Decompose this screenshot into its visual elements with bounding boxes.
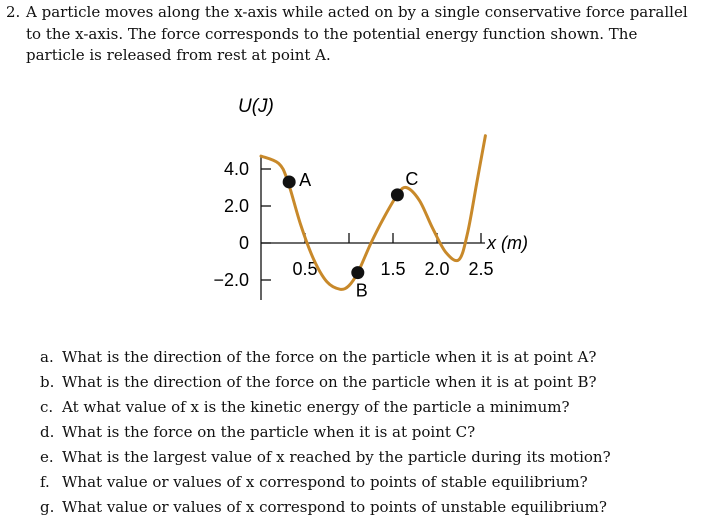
- y-tick-label: 4.0: [223, 159, 249, 179]
- point-a-dot: [283, 175, 296, 188]
- problem-text: A particle moves along the x-axis while acted on by a single conservative force parallel to the x-axis. The force corresponds to the potential energy function shown. The particle is released from rest at point A.: [26, 3, 688, 64]
- question-item: e. What is the largest value of x reached by the particle during its motion?: [40, 448, 611, 466]
- x-tick-label: 1.5: [380, 259, 406, 279]
- question-item: a. What is the direction of the force on the particle when it is at point A?: [40, 348, 597, 366]
- point-a-label: A: [299, 169, 312, 190]
- x-tick-label: 2.0: [424, 259, 450, 279]
- y-ticks: [213, 159, 271, 290]
- y-axis-label: U(J): [238, 96, 274, 117]
- y-tick-label: −2.0: [213, 270, 249, 290]
- point-b-dot: [351, 266, 364, 279]
- x-ticks: [292, 233, 493, 279]
- question-item: f. What value or values of x correspond to points of stable equilibrium?: [40, 473, 588, 491]
- x-axis-label: x (m): [487, 233, 528, 253]
- x-tick-label: 2.5: [468, 259, 494, 279]
- question-item: c. At what value of x is the kinetic energy of the particle a minimum?: [40, 398, 570, 416]
- question-item: b. What is the direction of the force on the particle when it is at point B?: [40, 373, 597, 391]
- problem-number: 2.: [6, 3, 21, 21]
- question-item: g. What value or values of x correspond to points of unstable equilibrium?: [40, 498, 607, 516]
- x-tick-label: 0.5: [292, 259, 318, 279]
- y-tick-label: 2.0: [223, 196, 249, 216]
- point-c-label: C: [405, 168, 419, 189]
- y-tick-label: 0: [238, 233, 249, 253]
- point-b-label: B: [355, 280, 368, 301]
- question-item: d. What is the force on the particle when it is at point C?: [40, 423, 476, 441]
- question-list: [40, 345, 690, 520]
- point-c-dot: [391, 188, 404, 201]
